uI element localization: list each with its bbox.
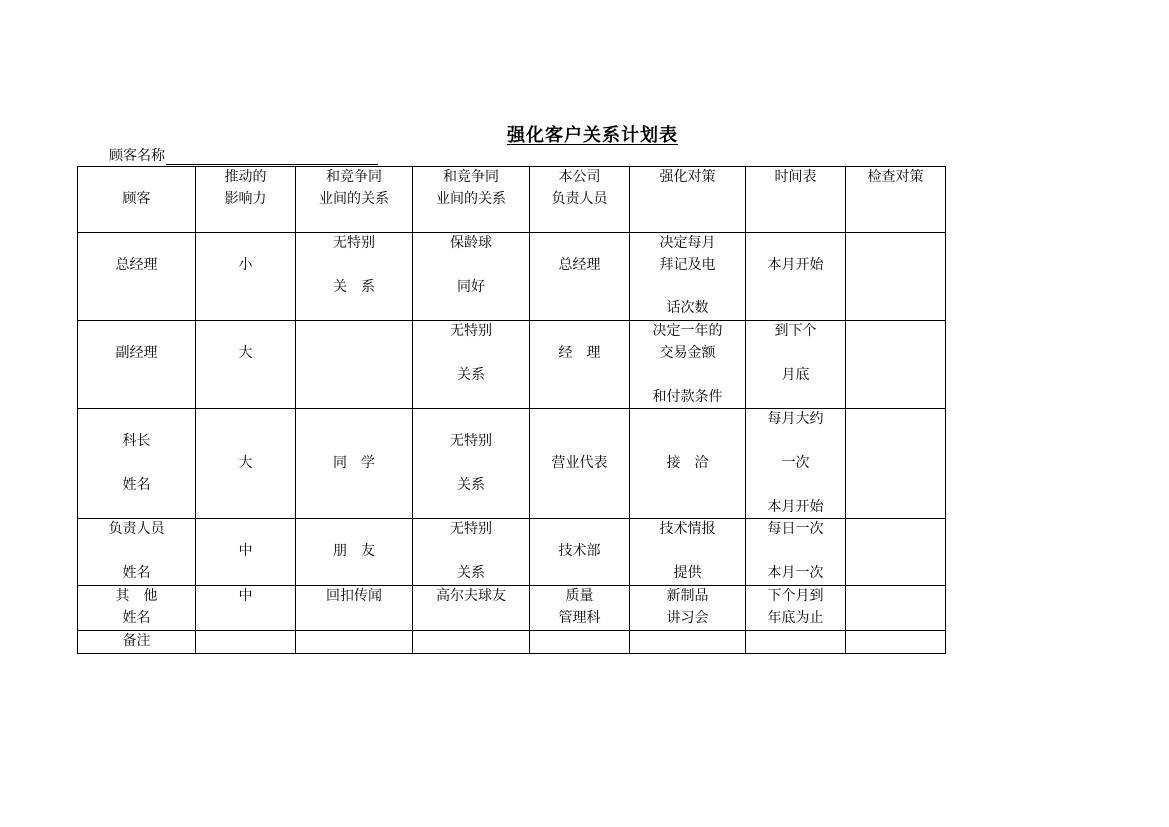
notes-row <box>78 630 946 653</box>
table-cell: 中 <box>196 519 296 585</box>
table-cell <box>846 585 946 630</box>
header-cell-influence: 推动的 影响力 <box>196 167 296 233</box>
table-cell: 其 他 姓名 <box>78 585 196 630</box>
table-cell: 技术部 <box>530 519 630 585</box>
notes-label-cell: 备注 <box>78 630 196 653</box>
table-cell: 无特别 关系 <box>413 409 530 519</box>
customer-relationship-plan-table <box>77 166 946 654</box>
table-cell <box>846 233 946 321</box>
header-cell-customer: 顾客 <box>78 167 196 233</box>
table-cell: 决定一年的 交易金额 和付款条件 <box>630 321 746 409</box>
header-cell-competitor-relation-1: 和竞争同 业间的关系 <box>296 167 413 233</box>
table-cell: 到下个 月底 <box>746 321 846 409</box>
notes-cell[interactable] <box>413 630 530 653</box>
header-cell-check: 检查对策 <box>846 167 946 233</box>
table-cell: 高尔夫球友 <box>413 585 530 630</box>
page-title <box>0 121 1169 147</box>
table-cell: 总经理 <box>530 233 630 321</box>
table-cell: 无特别 关 系 <box>296 233 413 321</box>
table-row <box>78 519 946 585</box>
notes-cell[interactable] <box>846 630 946 653</box>
table-cell: 回扣传闻 <box>296 585 413 630</box>
table-cell: 无特别 关系 <box>413 519 530 585</box>
table-cell: 接 洽 <box>630 409 746 519</box>
table-cell: 科长 姓名 <box>78 409 196 519</box>
table-cell: 每日一次 本月一次 <box>746 519 846 585</box>
table-cell: 无特别 关系 <box>413 321 530 409</box>
table-cell: 下个月到 年底为止 <box>746 585 846 630</box>
notes-cell[interactable] <box>630 630 746 653</box>
notes-cell[interactable] <box>196 630 296 653</box>
title-text: 强化客户关系计划表 <box>507 125 678 146</box>
table-cell: 朋 友 <box>296 519 413 585</box>
table-cell <box>296 321 413 409</box>
notes-cell[interactable] <box>296 630 413 653</box>
notes-cell[interactable] <box>746 630 846 653</box>
table-header-row <box>78 167 946 233</box>
notes-cell[interactable] <box>530 630 630 653</box>
table-row <box>78 585 946 630</box>
table-cell: 大 <box>196 409 296 519</box>
table-cell: 每月大约 一次 本月开始 <box>746 409 846 519</box>
table-cell: 副经理 <box>78 321 196 409</box>
table-cell: 中 <box>196 585 296 630</box>
table-cell: 保龄球 同好 <box>413 233 530 321</box>
table-cell: 同 学 <box>296 409 413 519</box>
table-cell: 营业代表 <box>530 409 630 519</box>
table-cell: 技术情报 提供 <box>630 519 746 585</box>
table-cell: 本月开始 <box>746 233 846 321</box>
header-cell-schedule: 时间表 <box>746 167 846 233</box>
table-cell: 小 <box>196 233 296 321</box>
table-cell: 负责人员 姓名 <box>78 519 196 585</box>
table-cell: 经 理 <box>530 321 630 409</box>
header-cell-staff-in-charge: 本公司 负责人员 <box>530 167 630 233</box>
table-row <box>78 409 946 519</box>
table-cell: 大 <box>196 321 296 409</box>
customer-name-label: 顾客名称 <box>109 148 165 164</box>
table-cell: 新制品 讲习会 <box>630 585 746 630</box>
table-cell: 决定每月 拜记及电 话次数 <box>630 233 746 321</box>
table-row <box>78 233 946 321</box>
header-cell-strategy: 强化对策 <box>630 167 746 233</box>
table-cell <box>846 519 946 585</box>
table-row <box>78 321 946 409</box>
table-cell <box>846 409 946 519</box>
table-cell <box>846 321 946 409</box>
customer-name-blank-line[interactable] <box>166 150 378 165</box>
customer-name-field <box>109 147 378 165</box>
header-cell-competitor-relation-2: 和竞争同 业间的关系 <box>413 167 530 233</box>
table-cell: 质量 管理科 <box>530 585 630 630</box>
table-cell: 总经理 <box>78 233 196 321</box>
